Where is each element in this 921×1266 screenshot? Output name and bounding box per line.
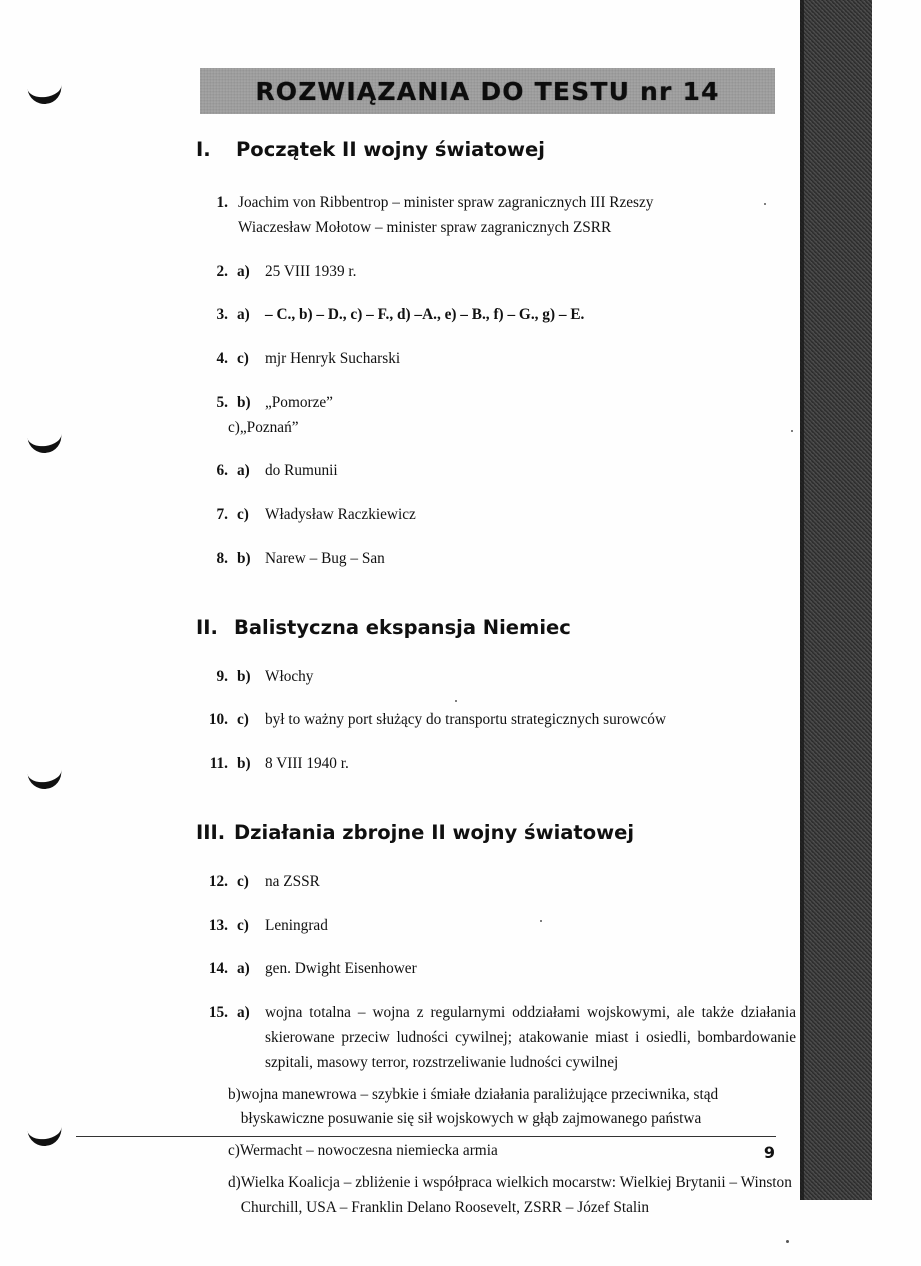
answer-item-1 — [196, 191, 796, 241]
answer-letter: c) — [237, 350, 249, 368]
binding-crescent-mark — [27, 763, 64, 791]
answer-letter: c) — [237, 916, 249, 934]
answer-text: na ZSSR — [265, 872, 320, 890]
answer-line-2: Wiaczesław Mołotow – minister spraw zagranicznych ZSRR — [238, 218, 612, 236]
answer-index: 14. — [208, 960, 228, 978]
answer-item-11 — [196, 752, 796, 777]
answer-index: 5. — [216, 393, 228, 411]
answer-line-1: Joachim von Ribbentrop – minister spraw zagranicznych III Rzeszy — [238, 194, 654, 211]
answer-letter: b) — [237, 393, 251, 411]
answer-letter: c) — [237, 711, 249, 729]
answer-index: 6. — [216, 462, 228, 480]
answer-letter: d) — [228, 1173, 241, 1191]
answer-item-6 — [196, 459, 796, 484]
answer-text: wojna totalna – wojna z regularnymi oddziałami wojskowymi, ale także działania skierowane przeciw ludności cywilnej; atakowanie miast i osiedli, bombardowanie szpitali, masowy terror, rozstrzeliwanie ludności cywilnej — [265, 1004, 796, 1071]
answer-letter: c) — [237, 506, 249, 524]
answer-index: 7. — [216, 506, 228, 524]
answer-item-15-sub-b — [196, 1083, 796, 1133]
answer-index: 12. — [208, 872, 228, 890]
answer-text: Leningrad — [265, 916, 328, 934]
section-title: Balistyczna ekspansja Niemiec — [234, 615, 571, 639]
answer-letter: a) — [237, 960, 250, 978]
answer-text: 25 VIII 1939 r. — [265, 262, 357, 280]
section-numeral: III. — [196, 820, 226, 844]
binding-crescent-mark — [27, 78, 64, 106]
answer-index: 13. — [208, 916, 228, 934]
scan-edge-noise-band — [800, 0, 872, 1200]
scan-speck — [786, 1240, 789, 1243]
answer-letter: c) — [228, 418, 240, 436]
answer-text: Władysław Raczkiewicz — [265, 506, 416, 524]
section-heading-3 — [196, 821, 796, 844]
answer-text — [228, 191, 796, 241]
answer-text: mjr Henryk Sucharski — [265, 350, 401, 368]
answer-letter: a) — [237, 306, 250, 324]
section-heading-1 — [196, 138, 796, 161]
section-numeral: I. — [196, 138, 211, 161]
answer-text: do Rumunii — [265, 462, 338, 480]
answer-text: „Pomorze” — [265, 393, 333, 411]
answer-letter: b) — [237, 667, 251, 685]
answer-item-15-sub-c — [196, 1139, 796, 1164]
answer-text: był to ważny port służący do transportu strategicznych surowców — [265, 711, 667, 729]
answer-item-5 — [196, 391, 796, 416]
answer-item-2 — [196, 260, 796, 285]
answer-item-14 — [196, 957, 796, 982]
binding-crescent-mark — [27, 1120, 64, 1148]
footer-divider — [76, 1136, 776, 1137]
answer-item-13 — [196, 914, 796, 939]
answer-letter: b) — [237, 755, 251, 773]
answer-text: Włochy — [265, 667, 314, 685]
answer-letter: b) — [228, 1085, 241, 1103]
answer-letter: b) — [237, 549, 251, 567]
answer-text: Wermacht – nowoczesna niemiecka armia — [239, 1142, 498, 1160]
answer-item-12 — [196, 870, 796, 895]
binding-crescent-mark — [27, 427, 64, 455]
answer-index: 8. — [216, 549, 228, 567]
answer-index: 11. — [209, 755, 228, 773]
section-heading-2 — [196, 616, 796, 639]
title-banner — [200, 68, 775, 114]
answer-text: „Poznań” — [239, 418, 299, 436]
answer-letter: a) — [237, 262, 250, 280]
answer-item-5-sub — [196, 416, 796, 441]
answer-index: 15. — [208, 1004, 228, 1022]
answer-item-10 — [196, 708, 796, 733]
answer-text: – C., b) – D., c) – F., d) –A., e) – B., f) – G., g) – E. — [265, 306, 585, 324]
answer-index: 2. — [216, 262, 228, 280]
answer-letter: c) — [237, 872, 249, 890]
scan-edge-dark-line — [800, 0, 804, 1200]
page-number: 9 — [763, 1143, 775, 1162]
answer-item-4 — [196, 347, 796, 372]
page-title: ROZWIĄZANIA DO TESTU nr 14 — [255, 76, 720, 106]
answers-content — [196, 130, 796, 1220]
answer-index: 9. — [216, 667, 228, 685]
answer-item-15 — [196, 1001, 796, 1075]
answer-item-7 — [196, 503, 796, 528]
answer-text: wojna manewrowa – szybkie i śmiałe działania paraliżujące przeciwnika, stąd błyskawiczne posuwanie się sił wojskowych w głąb zajmowanego państwa — [240, 1085, 719, 1128]
section-title: Początek II wojny światowej — [236, 138, 545, 161]
answer-item-15-sub-d — [196, 1171, 796, 1221]
answer-text: 8 VIII 1940 r. — [265, 755, 349, 773]
answer-item-3 — [196, 303, 796, 328]
answer-index: 3. — [216, 306, 228, 324]
answer-index: 4. — [216, 350, 228, 368]
answer-index: 10. — [208, 711, 228, 729]
answer-text: Wielka Koalicja – zbliżenie i współpraca wielkich mocarstw: Wielkiej Brytanii – Winston Churchill, USA – Franklin Delano Roosevelt, ZSRR – Józef Stalin — [240, 1173, 792, 1216]
answer-item-9 — [196, 665, 796, 690]
answer-text: Narew – Bug – San — [265, 549, 385, 567]
answer-text: gen. Dwight Eisenhower — [265, 960, 417, 978]
answer-index: 1. — [216, 194, 228, 211]
answer-letter: a) — [237, 462, 250, 480]
answer-item-8 — [196, 547, 796, 572]
section-numeral: II. — [196, 615, 218, 639]
section-title: Działania zbrojne II wojny światowej — [234, 820, 635, 844]
answer-letter: a) — [237, 1004, 250, 1022]
answer-letter: c) — [228, 1142, 240, 1160]
